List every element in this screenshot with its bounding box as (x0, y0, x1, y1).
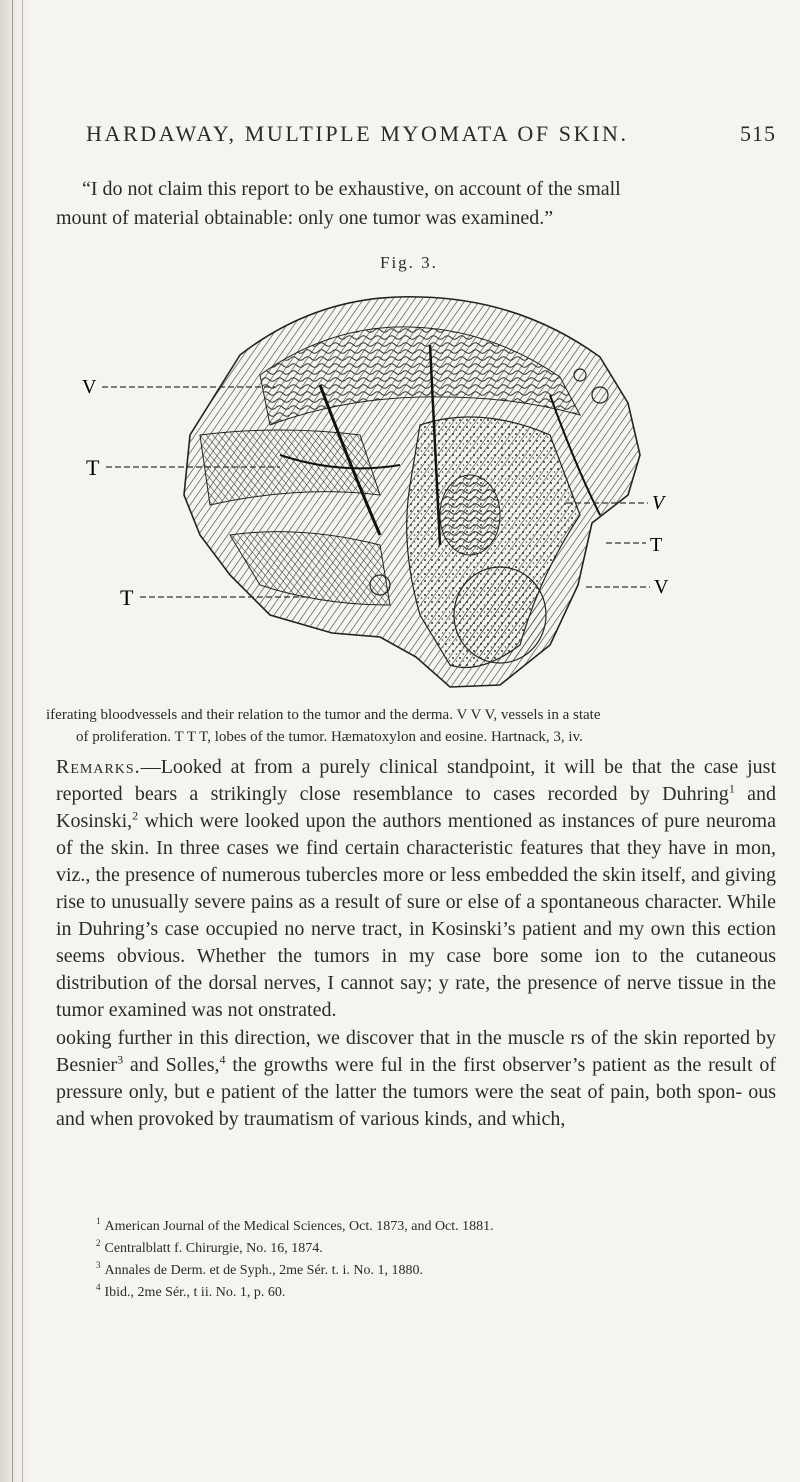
footnote (96, 1282, 776, 1304)
footnote-text: Annales de Derm. et de Syph., 2me Sér. t. i. No. 1, 1880. (104, 1263, 423, 1278)
footnote-text: American Journal of the Medical Sciences, Oct. 1873, and Oct. 1881. (104, 1219, 494, 1234)
figure-label-v: V (82, 376, 97, 398)
figure-label-v: V (652, 492, 665, 514)
figure-label: Fig. 3. (380, 253, 438, 272)
histology-figure (80, 285, 740, 695)
running-head (86, 121, 776, 153)
page-number: 515 (740, 121, 776, 146)
figure-caption (46, 704, 786, 748)
paragraph-text: ooking further in this direction, we discover that in the muscle rs of the skin reported by Besnier (56, 1027, 776, 1076)
paragraph-text: —Looked at from a purely clinical standpoint, it will be that the case just reported bears a strikingly close resemblance to cases recorded by Duhring (56, 756, 776, 805)
running-title: HARDAWAY, MULTIPLE MYOMATA OF SKIN. (86, 121, 629, 146)
paragraph-text: which were looked upon the authors mentioned as instances of pure neuroma of the skin. In three cases we find certain characteristic features that they have in mon, viz., the presence of numerous tubercles more or less embedded the skin itself, and giving rise to unusually severe pains as a result of sure or else of a spontaneous character. While in Duhring’s case occupied no nerve tract, in Kosinski’s patient and my own this ection seems obvious. Whether the tumors in my case bore some ion to the cutaneous distribution of the dorsal nerves, I cannot say; y rate, the presence of nerve tissue in the tumor examined was not onstrated. (56, 810, 776, 1021)
footnote (96, 1238, 776, 1260)
paragraph-text: the growths were ful in the first observer’s patient as the result of pressure only, but e patient of the latter the tumors were the seat of pain, both spon- ous and when provoked by traumatism of various kinds, and which, (56, 1054, 776, 1130)
footnote-number: 4 (96, 1282, 101, 1293)
figure-label-t: T (86, 455, 100, 480)
footnote-number: 3 (96, 1260, 101, 1271)
remarks-heading: Remarks. (56, 756, 141, 778)
closing-quotation (56, 175, 776, 233)
footnote-text: Centralblatt f. Chirurgie, No. 16, 1874. (104, 1241, 323, 1256)
quote-line: “I do not claim this report to be exhaustive, on account of the small (82, 178, 621, 200)
second-paragraph (56, 1025, 776, 1133)
footnote-ref: 4 (219, 1052, 226, 1067)
quote-line: mount of material obtainable: only one tumor was examined.” (56, 207, 554, 229)
caption-line: iferating bloodvessels and their relation to the tumor and the derma. V V V, vessels in a state (46, 707, 601, 723)
footnotes (96, 1216, 776, 1304)
footnote-ref: 2 (132, 808, 139, 823)
footnote-ref: 1 (728, 781, 735, 796)
caption-line: of proliferation. T T T, lobes of the tumor. Hæmatoxylon and eosine. Hartnack, 3, iv. (76, 729, 583, 745)
figure-label-t: T (650, 534, 663, 556)
footnote-ref: 3 (117, 1052, 124, 1067)
figure-label-t: T (120, 585, 134, 610)
figure-label-v: V (654, 576, 669, 598)
paragraph-text: and Solles, (123, 1054, 220, 1076)
footnote (96, 1260, 776, 1282)
footnote-number: 1 (96, 1216, 101, 1227)
remarks-paragraph (56, 754, 776, 1024)
footnote (96, 1216, 776, 1238)
footnote-text: Ibid., 2me Sér., t ii. No. 1, p. 60. (104, 1285, 286, 1300)
paragraph-text: and Kosinski, (56, 783, 776, 832)
tissue-section (184, 297, 640, 687)
footnote-number: 2 (96, 1238, 101, 1249)
